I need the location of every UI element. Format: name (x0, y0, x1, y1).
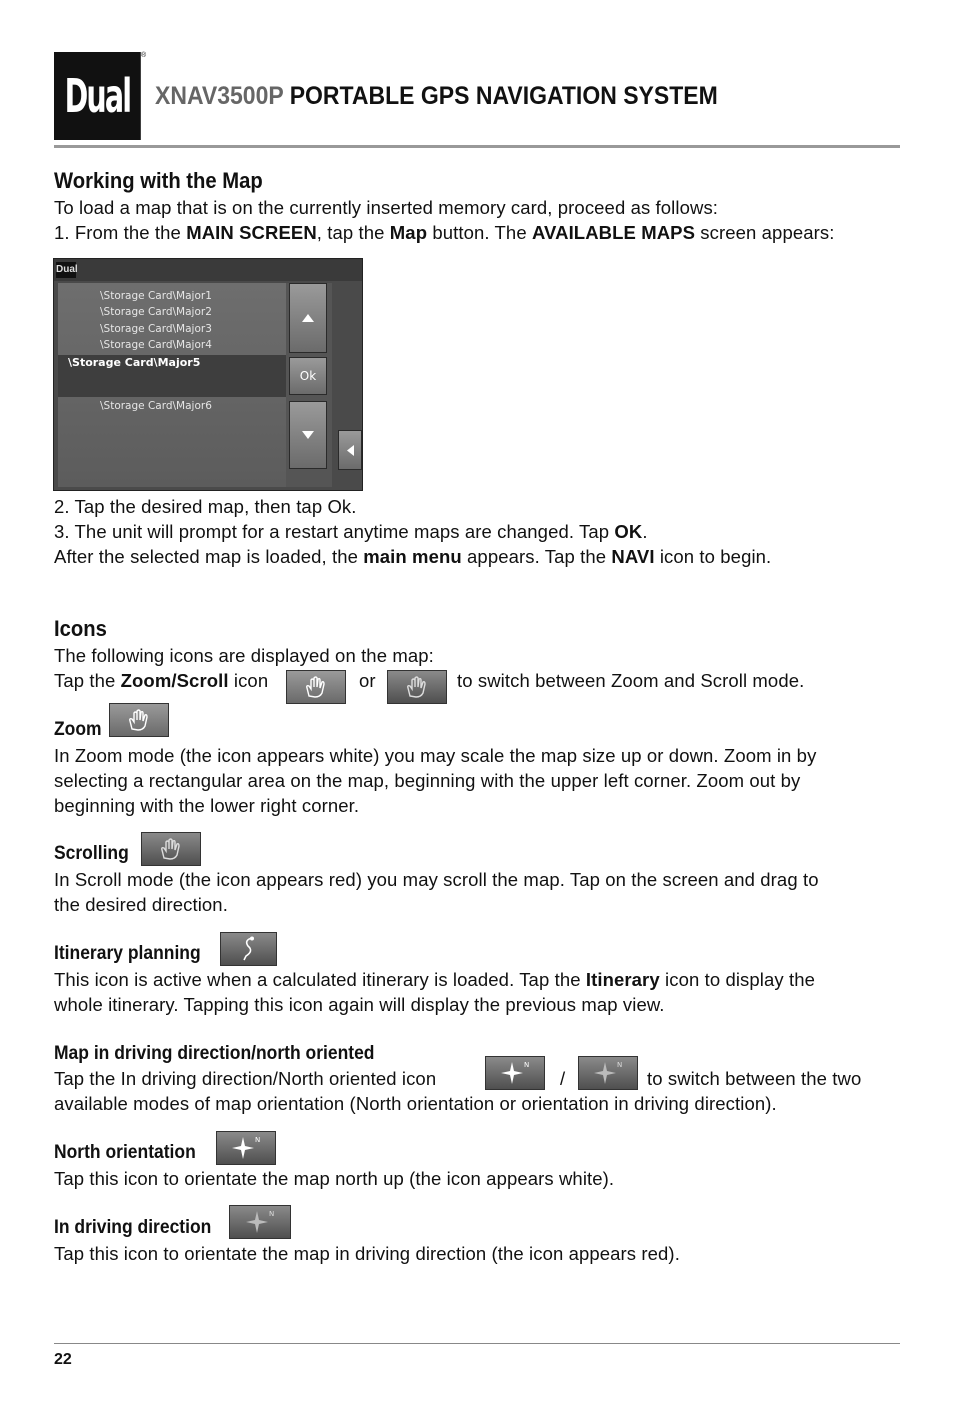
step-1-available-maps: AVAILABLE MAPS (531, 222, 696, 243)
zoom-scroll-text-a (54, 670, 268, 692)
itinerary-text: This icon is active when a calculated itinerary is loaded. Tap the (54, 969, 586, 990)
ok-button[interactable]: Ok (289, 357, 327, 395)
driving-heading: In driving direction (54, 1217, 212, 1238)
itinerary-text: icon to display the (659, 969, 815, 990)
scrolling-line: the desired direction. (54, 894, 228, 915)
step-1-main-screen: MAIN SCREEN (186, 222, 317, 243)
map-list-item[interactable]: \Storage Card\Major1 (100, 290, 212, 302)
zoom-line: beginning with the lower right corner. (54, 795, 360, 816)
scrolling-line: In Scroll mode (the icon appears red) you may scroll the map. Tap on the screen and drag to (54, 869, 819, 890)
step-3 (54, 521, 648, 543)
scroll-hand-icon (141, 832, 201, 866)
compass-north-icon (485, 1056, 545, 1090)
after-text: icon to begin. (654, 546, 772, 567)
svg-text:N: N (524, 1061, 530, 1069)
working-intro: To load a map that is on the currently inserted memory card, proceed as follows: (54, 197, 719, 218)
step-3-ok: OK (614, 521, 643, 542)
model-number: XNAV3500P (155, 82, 284, 110)
map-list-item[interactable]: \Storage Card\Major4 (100, 339, 212, 351)
driving-line: Tap this icon to orientate the map in driving direction (the icon appears red). (54, 1243, 680, 1264)
available-maps-screenshot (53, 258, 363, 491)
svg-text:N: N (269, 1210, 275, 1218)
down-arrow-icon (302, 431, 314, 439)
itinerary-heading: Itinerary planning (54, 943, 201, 964)
or-text: or (359, 670, 376, 691)
screenshot-logo: Dual (56, 262, 76, 278)
orientation-line-1a: Tap the In driving direction/North oriented icon (54, 1068, 437, 1089)
compass-driving-icon (578, 1056, 638, 1090)
itinerary-line-1 (54, 969, 815, 991)
zoom-scroll-bold: Zoom/Scroll (120, 670, 229, 691)
scroll-hand-icon (387, 670, 447, 704)
zoom-scroll-text-b: to switch between Zoom and Scroll mode. (457, 670, 805, 691)
after-text: appears. Tap the (461, 546, 612, 567)
zoom-line: In Zoom mode (the icon appears white) you may scale the map size up or down. Zoom in by (54, 745, 817, 766)
step-1-text: screen appears: (695, 222, 835, 243)
step-1-text: , tap the (316, 222, 390, 243)
scroll-down-button[interactable] (289, 401, 327, 469)
itinerary-icon (220, 932, 277, 966)
orientation-heading: Map in driving direction/north oriented (54, 1043, 375, 1064)
working-heading: Working with the Map (54, 168, 263, 193)
step-3-text: 3. The unit will prompt for a restart anytime maps are changed. Tap (54, 521, 615, 542)
step-1 (54, 222, 834, 244)
scroll-up-button[interactable] (289, 283, 327, 353)
zoom-heading: Zoom (54, 719, 102, 740)
svg-text:N: N (617, 1061, 623, 1069)
left-arrow-icon (347, 445, 354, 456)
zoom-hand-icon (286, 670, 346, 704)
back-button[interactable] (338, 430, 362, 470)
compass-driving-icon (229, 1205, 291, 1239)
up-arrow-icon (302, 314, 314, 322)
after-main-menu: main menu (363, 546, 462, 567)
after-text: After the selected map is loaded, the (54, 546, 364, 567)
after-navi: NAVI (611, 546, 655, 567)
dual-logo: Dual (54, 52, 141, 140)
map-list-item-selected[interactable]: \Storage Card\Major5 (68, 356, 201, 369)
compass-north-icon (216, 1131, 276, 1165)
orientation-line-2: available modes of map orientation (North orientation or orientation in driving direction). (54, 1093, 777, 1114)
itinerary-line-2: whole itinerary. Tapping this icon again will display the previous map view. (54, 994, 665, 1015)
zoom-scroll-text: Tap the (54, 670, 121, 691)
north-line: Tap this icon to orientate the map north up (the icon appears white). (54, 1168, 615, 1189)
orientation-line-1b: to switch between the two (647, 1068, 862, 1089)
map-list-item[interactable]: \Storage Card\Major6 (100, 400, 212, 412)
zoom-scroll-text: icon (228, 670, 269, 691)
zoom-line: selecting a rectangular area on the map, beginning with the upper left corner. Zoom out by (54, 770, 801, 791)
step-3-text: . (642, 521, 648, 542)
step-1-text: 1. From the the (54, 222, 187, 243)
scrolling-heading: Scrolling (54, 843, 129, 864)
registered-mark: ® (141, 52, 147, 59)
zoom-hand-icon (109, 703, 169, 737)
step-2: 2. Tap the desired map, then tap Ok. (54, 496, 357, 517)
page-number: 22 (54, 1351, 72, 1368)
header-divider (54, 145, 900, 148)
orientation-slash: / (560, 1068, 566, 1089)
screenshot-top-bar (54, 259, 363, 281)
icons-intro: The following icons are displayed on the map: (54, 645, 434, 666)
page-title (155, 82, 718, 111)
step-1-text: button. The (427, 222, 532, 243)
svg-text:N: N (255, 1136, 261, 1144)
north-heading: North orientation (54, 1142, 196, 1163)
footer-divider (54, 1343, 900, 1344)
map-list-item[interactable]: \Storage Card\Major2 (100, 306, 212, 318)
product-title: PORTABLE GPS NAVIGATION SYSTEM (289, 82, 718, 110)
itinerary-bold: Itinerary (585, 969, 660, 990)
map-list-item[interactable]: \Storage Card\Major3 (100, 323, 212, 335)
icons-heading: Icons (54, 616, 107, 641)
after-load-text (54, 546, 771, 568)
step-1-map: Map (389, 222, 428, 243)
